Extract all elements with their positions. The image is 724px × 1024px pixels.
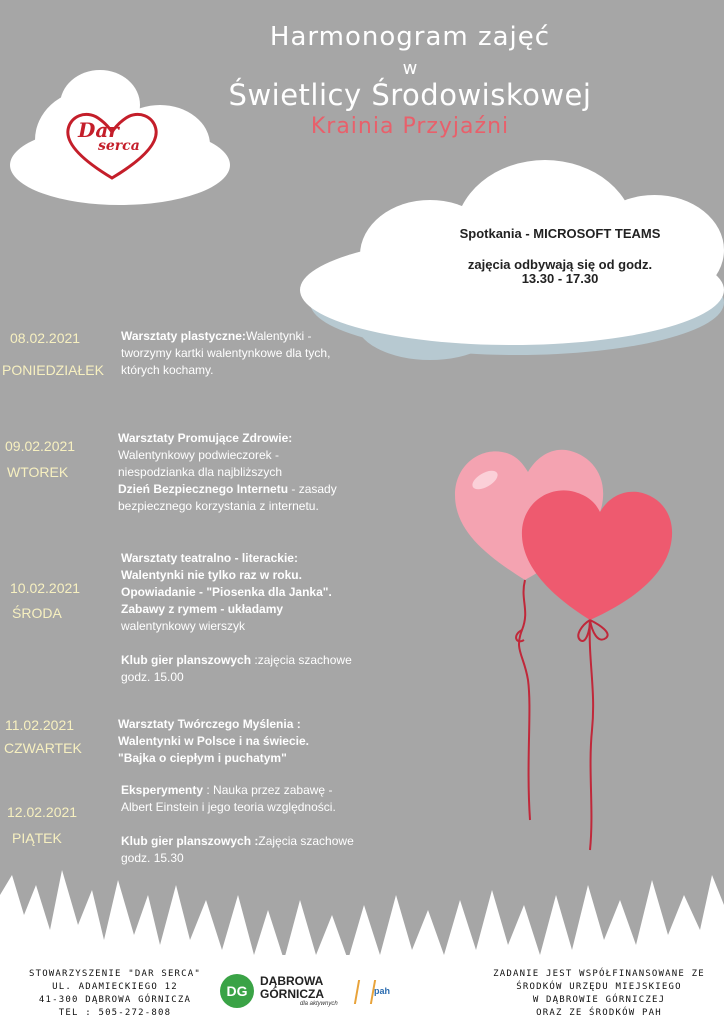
logo-text-serca: serca [98, 138, 140, 154]
dabrowa-logo-line-2: GÓRNICZA [260, 987, 324, 1001]
schedule-line-text: :zajęcia szachowe [251, 653, 352, 667]
schedule-day: CZWARTEK [4, 740, 82, 756]
schedule-line-text: - zasady [288, 482, 337, 496]
schedule-line [118, 481, 368, 498]
schedule-line-bold: Warsztaty teatralno - literackie: [121, 551, 298, 565]
schedule-line-bold: Dzień Bezpiecznego Internetu [118, 482, 289, 496]
schedule-line [121, 618, 371, 635]
schedule-line [121, 799, 371, 816]
schedule-line-bold: Zabawy z rymem - układamy [121, 602, 284, 616]
schedule-line [121, 782, 371, 799]
schedule-line-text: Walentynkowy podwieczorek - [118, 448, 279, 462]
schedule-line-text: których kochamy. [121, 363, 214, 377]
title-line-3: Świetlicy Środowiskowej [228, 78, 592, 112]
schedule-line [121, 816, 371, 833]
info-hours: 13.30 - 17.30 [521, 271, 599, 286]
schedule-line-text: niespodzianka dla najbliższych [118, 465, 283, 479]
schedule-line-bold: Walentynki nie tylko raz w roku. [121, 568, 302, 582]
schedule-line-bold: Walentynki w Polsce i na świecie. [118, 734, 309, 748]
schedule-description [121, 550, 371, 686]
schedule-line-bold: Warsztaty Twórczego Myślenia : [118, 717, 301, 731]
schedule-line [121, 584, 371, 601]
schedule-line-bold: "Bajka o ciepłym i puchatym" [118, 751, 287, 765]
footer-funding-line: ZADANIE JEST WSPÓŁFINANSOWANE ZE [493, 969, 705, 979]
schedule-line [118, 716, 368, 733]
schedule-date: 09.02.2021 [5, 438, 76, 454]
schedule-line [121, 345, 371, 362]
schedule-description [121, 328, 371, 379]
footer-funding-line: ŚRODKÓW URZĘDU MIEJSKIEGO [516, 982, 682, 992]
schedule-line [121, 567, 371, 584]
footer-address [20, 968, 210, 1020]
footer-funding [484, 968, 714, 1020]
schedule-line-bold: Warsztaty Promujące Zdrowie: [118, 431, 293, 445]
schedule-line [118, 750, 368, 767]
title-line-4: Krainia Przyjaźni [310, 114, 510, 139]
title-line-1: Harmonogram zajęć [269, 22, 551, 52]
schedule-line [121, 328, 371, 345]
schedule-line-text: Walentynki - [245, 329, 312, 343]
schedule-day: ŚRODA [12, 605, 62, 621]
schedule-line-text: tworzymy kartki walentynkowe dla tych, [121, 346, 331, 360]
info-platform: Spotkania - MICROSOFT TEAMS [459, 226, 661, 241]
schedule-line-text: godz. 15.00 [121, 670, 184, 684]
footer-address-line: UL. ADAMIECKIEGO 12 [52, 982, 178, 992]
footer-address-line: TEL : 505-272-808 [58, 1008, 172, 1018]
dabrowa-logo [220, 972, 400, 1012]
schedule-line [121, 635, 371, 652]
dg-mark-icon: DG [220, 974, 254, 1008]
footer-address-line: 41-300 DĄBROWA GÓRNICZA [38, 995, 192, 1005]
schedule-line [121, 833, 371, 850]
schedule-line [121, 601, 371, 618]
title-line-2: w [402, 58, 418, 79]
schedule-line-text: Zajęcia szachowe [258, 834, 354, 848]
schedule-line [118, 498, 368, 515]
schedule-line [118, 464, 368, 481]
schedule-line-text: walentynkowy wierszyk [121, 619, 246, 633]
schedule-line [118, 447, 368, 464]
schedule-line [118, 733, 368, 750]
info-hours-label: zajęcia odbywają się od godz. [467, 257, 653, 272]
schedule-line [121, 362, 371, 379]
schedule-line-bold: Opowiadanie - "Piosenka dla Janka". [121, 585, 332, 599]
schedule-date: 08.02.2021 [10, 330, 81, 346]
schedule-day: PIĄTEK [12, 830, 62, 846]
footer-address-line: STOWARZYSZENIE "DAR SERCA" [28, 969, 202, 979]
schedule-description [118, 716, 368, 767]
dabrowa-logo-line-3: dla aktywnych [300, 1001, 338, 1007]
schedule-line-text: bezpiecznego korzystania z internetu. [118, 499, 319, 513]
footer-funding-line: ORAZ ZE ŚRODKÓW PAH [536, 1008, 662, 1018]
schedule-line [121, 652, 371, 669]
schedule-description [118, 430, 368, 515]
pah-logo: pah [374, 986, 391, 996]
schedule-line [121, 669, 371, 686]
schedule-date: 11.02.2021 [5, 717, 75, 733]
footer-funding-line: W DĄBROWIE GÓRNICZEJ [532, 995, 666, 1005]
schedule-line-bold: Eksperymenty [121, 783, 204, 797]
schedule-day: WTOREK [7, 464, 69, 480]
schedule-line-text: godz. 15.30 [121, 851, 184, 865]
schedule-line-bold: Klub gier planszowych [121, 653, 252, 667]
schedule-line-bold: Klub gier planszowych : [121, 834, 259, 848]
schedule-line [121, 550, 371, 567]
schedule-line [118, 430, 368, 447]
figure-icon [354, 980, 376, 1004]
schedule-date: 10.02.2021 [10, 580, 81, 596]
schedule-line-text: Albert Einstein i jego teoria względności. [121, 800, 336, 814]
schedule-date: 12.02.2021 [7, 804, 78, 820]
logo-text-dar: Dar [78, 118, 119, 142]
schedule-line-bold: Warsztaty plastyczne: [121, 329, 246, 343]
schedule-day: PONIEDZIAŁEK [2, 362, 104, 378]
dabrowa-logo-line-1: DĄBROWA [260, 974, 324, 988]
schedule-line-text: : Nauka przez zabawę - [203, 783, 333, 797]
heart-balloons-icon [440, 440, 690, 880]
